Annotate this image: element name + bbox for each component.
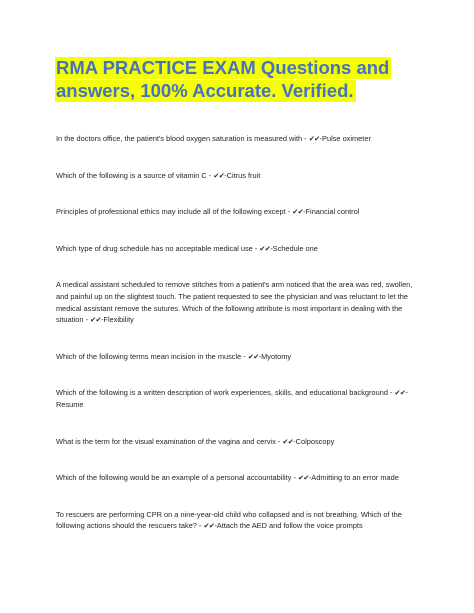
title-text: RMA PRACTICE EXAM Questions and answers, 100% Accurate. Verified. [56, 57, 390, 101]
qa-item [56, 206, 421, 218]
check-mark-icon: ✔✔ [308, 134, 320, 143]
question-text: To rescuers are performing CPR on a nine-year-old child who collapsed and is not breathing. Which of the following actions should the rescuers take? - [56, 509, 402, 531]
qa-item [56, 170, 421, 182]
question-text: Which of the following is a source of vitamin C - [56, 170, 214, 180]
answer-text: -Pulse oximeter [319, 134, 371, 143]
check-mark-icon: ✔✔ [394, 388, 406, 398]
qa-item [56, 387, 421, 410]
answer-text: -Schedule one [270, 243, 318, 253]
answer-text: -Citrus fruit [224, 170, 261, 180]
check-mark-icon: ✔✔ [247, 351, 259, 361]
qa-item [56, 279, 421, 325]
qa-item [56, 133, 421, 145]
answer-text: -Colposcopy [293, 436, 335, 446]
qa-item [56, 509, 421, 532]
question-text: In the doctors office, the patient's blood oxygen saturation is measured with - [56, 134, 309, 143]
qa-item [56, 472, 421, 484]
question-text: Which type of drug schedule has no acceptable medical use - [56, 243, 260, 253]
document-title [55, 56, 425, 102]
answer-text: -Flexibility [100, 315, 134, 325]
answer-text: -Attach the AED and follow the voice prompts [214, 521, 363, 531]
check-mark-icon: ✔✔ [203, 521, 215, 531]
question-text: What is the term for the visual examination of the vagina and cervix - [56, 436, 283, 446]
check-mark-icon: ✔✔ [297, 473, 309, 483]
check-mark-icon: ✔✔ [292, 207, 304, 217]
qa-item [56, 436, 421, 448]
check-mark-icon: ✔✔ [90, 315, 101, 325]
qa-item [56, 351, 421, 363]
check-mark-icon: ✔✔ [213, 170, 225, 180]
check-mark-icon: ✔✔ [259, 243, 271, 253]
answer-text: -Admitting to an error made [308, 473, 399, 483]
check-mark-icon: ✔✔ [282, 436, 294, 446]
question-text: A medical assistant scheduled to remove stitches from a patient's arm noticed that the area was red, swollen, and painful up on the slightest touch. The patient requested to see the physician and was reluctant to let the medical assistant remove the sutures. Which of the following attribute is most important in dealing with the situation - [56, 280, 413, 325]
question-text: Which of the following is a written description of work experiences, skills, and educational background - [56, 388, 395, 398]
question-text: Which of the following terms mean incision in the muscle - [56, 351, 248, 361]
question-text: Which of the following would be an example of a personal accountability - [56, 473, 298, 483]
answer-text: -Resume [56, 388, 408, 409]
answer-text: -Financial control [303, 207, 360, 217]
qa-list [56, 133, 421, 532]
answer-text: -Myotomy [258, 351, 292, 361]
question-text: Principles of professional ethics may include all of the following except - [56, 207, 293, 217]
qa-item [56, 243, 421, 255]
